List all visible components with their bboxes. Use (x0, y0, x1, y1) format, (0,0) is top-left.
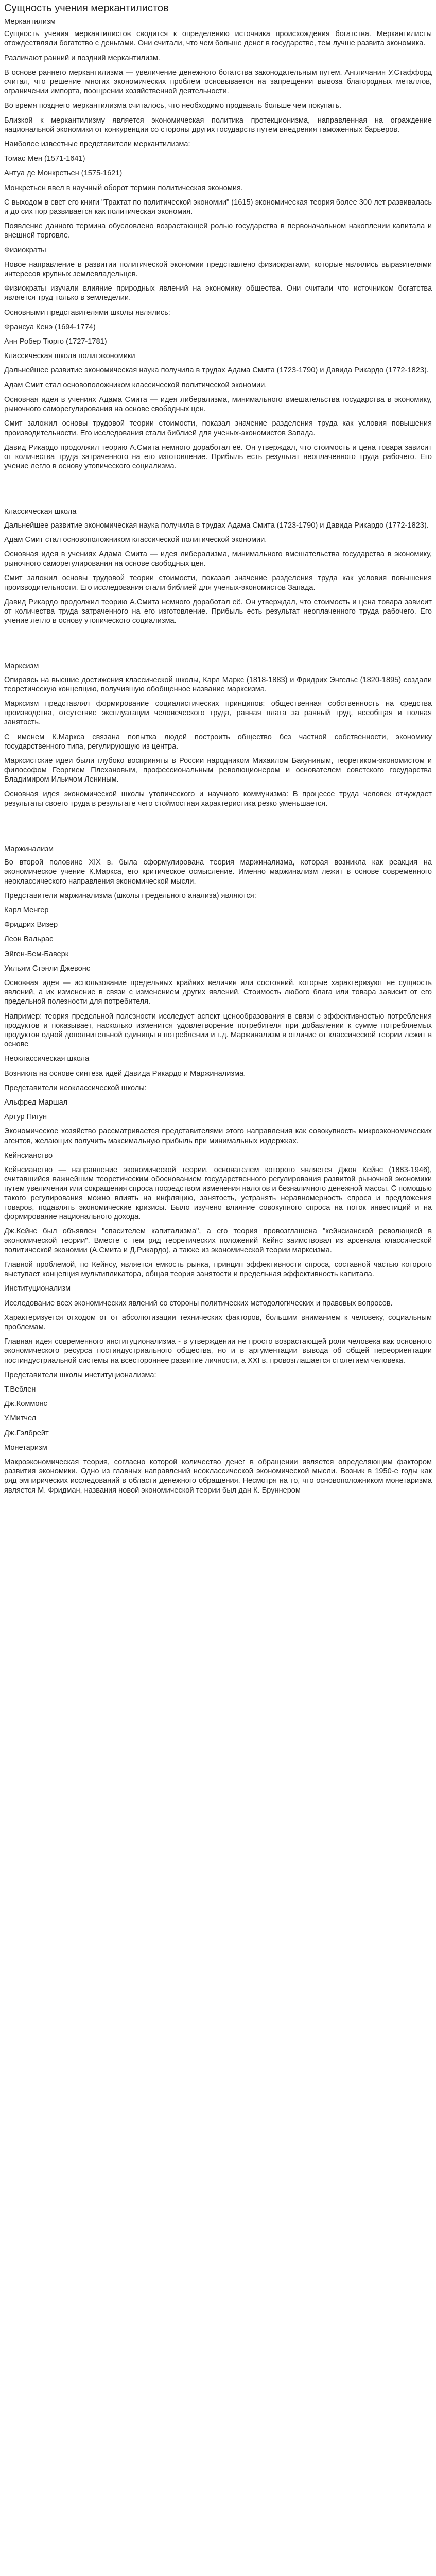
text-line: Уильям Стэнли Джевонс (4, 964, 91, 973)
paragraph: Дж.Кейнс был объявлен "спасителем капитализма", а его теория провозглашена "кейнсианской революцией в экономической теории". Вместе с тем ряд теоретических положений Кейнс заимствовал из арсенала классической политической экономии (А.Смита и Д.Рикардо), а также из экономической теории марксизма. (4, 1227, 432, 1255)
paragraph: Во второй половине XIX в. была сформулирована теория маржинализма, которая возникла как реакция на экономическое учение К.Маркса, его критическое осмысление. Именно маржинализм лежит в основе современного неоклассического направления экономической мысли. (4, 858, 432, 886)
paragraph: Основная идея — использование предельных крайних величин или состояний, которые характеризуют не сущность явлений, а их изменение в связи с изменением других явлений. Стоимость любого блага или товара зависит от его предельной полезности для потребителя. (4, 979, 432, 1006)
section-spacer (4, 476, 432, 487)
paragraph: Давид Рикардо продолжил теорию А.Смита немного доработал её. Он утверждал, что стоимость и цена товара зависит от количества труда затраченного на его изготовление. Прибыль есть результат неоплаченного труда рабочего. Его учение легло в основу утопического социализма. (4, 443, 432, 471)
section-spacer (4, 631, 432, 642)
text-line: Антуа де Монкретьен (1575-1621) (4, 169, 123, 178)
text-line: Артур Пигун (4, 1113, 47, 1122)
paragraph: В основе раннего меркантилизма — увеличение денежного богатства законодательным путем. Англичанин У.Стаффорд считал, что решение многих экономических проблем основывается на запрещении вывоза благородных металлов, ограничении импорта, поощрении хозяйственной деятельности. (4, 68, 432, 96)
text-line: Институционализм (4, 1284, 71, 1293)
text-line: Неоклассическая школа (4, 1055, 90, 1063)
paragraph: Сущность учения меркантилистов сводится к определению источника происхождения богатства. Меркантилисты отождествляли богатство с деньгами. Они считали, что чем больше денег в государстве, тем лучше развита экономика. (4, 30, 432, 48)
paragraph: Близкой к меркантилизму является экономическая политика протекционизма, направленная на ограждение национальной экономики от конкуренции со стороны других государств путем внедрения таможенных барьеров. (4, 116, 432, 134)
page-title: Сущность учения меркантилистов (4, 3, 169, 14)
paragraph: Характеризуется отходом от от абсолютизации технических факторов, большим вниманием к человеку, социальным проблемам. (4, 1313, 432, 1331)
paragraph: Физиократы изучали влияние природных явлений на экономику общества. Они считали что источником богатства является труд только в земледелии. (4, 284, 432, 302)
paragraph: С именем К.Маркса связана попытка людей построить общество без частной собственности, экономику государственного типа, регулирующую из центра. (4, 733, 432, 751)
text-line: Классическая школа политэкономики (4, 352, 135, 361)
paragraph: Смит заложил основы трудовой теории стоимости, показал значение разделения труда как условия повышения производительности. Его исследования стали библией для ученых-экономистов Запада. (4, 574, 432, 592)
text-line: Дж.Коммонс (4, 1400, 47, 1409)
paragraph: Главной проблемой, по Кейнсу, является емкость рынка, принцип эффективности спроса, составной частью которого выступает концепция мультипликатора, общая теория занятости и предельная эффективность капитала. (4, 1260, 432, 1279)
text-line: Т.Веблен (4, 1385, 36, 1394)
section-heading: Марксизм (4, 662, 39, 671)
paragraph: Дальнейшее развитие экономическая наука получила в трудах Адама Смита (1723-1790) и Давида Рикардо (1772-1823). (4, 366, 429, 375)
paragraph: Смит заложил основы трудовой теории стоимости, показал значение разделения труда как условия повышения производительности. Его исследования стали библией для ученых-экономистов Запада. (4, 419, 432, 437)
text-line: Во время позднего меркантилизма считалось, что необходимо продавать больше чем покупать. (4, 101, 342, 110)
text-line: Представители маржинализма (школы предельного анализа) являются: (4, 891, 256, 900)
paragraph: Основная идея в учениях Адама Смита — идея либерализма, минимального вмешательства государства в экономику, рыночного саморегулирования на основе свободных цен. (4, 395, 432, 414)
text-line: Кейнсианство (4, 1151, 53, 1160)
text-line: Фридрих Визер (4, 921, 58, 929)
paragraph: Новое направление в развитии политической экономии представлено физиократами, которые являлись выразителями интересов крупных землевладельцев. (4, 260, 432, 279)
text-line: Наиболее известные представители меркантилизма: (4, 140, 190, 149)
paragraph: Кейнсианство — направление экономической теории, основателем которого является Джон Кейнс (1883-1946), считавшийся важнейшим теоретическим обоснованием государственного регулирования развитой рыночной экономики путем увеличения или сокращения спроса посредством изменения налогов и безналичного денежной массы. С помощью такого регулирования можно влиять на инфляцию, занятость, устранять неравномерность спроса и предложения товаров, подавлять экономические кризисы. Было изучено влияние совокупного спроса на поток инвестиций и на формирование национального дохода. (4, 1166, 432, 1222)
text-line: Эйген-Бем-Баверк (4, 950, 69, 958)
paragraph: Появление данного термина обусловлено возрастающей ролью государства в первоначальном накоплении капитала и внешней торговле. (4, 222, 432, 240)
section-spacer (4, 814, 432, 825)
paragraph: Дальнейшее развитие экономическая наука получила в трудах Адама Смита (1723-1790) и Давида Рикардо (1772-1823). (4, 521, 429, 530)
text-line: Карл Менгер (4, 906, 49, 914)
text-line: Томас Мен (1571-1641) (4, 155, 85, 163)
paragraph: Главная идея современного институционализма - в утверждении не просто возрастающей роли человека как основного экономического ресурса постиндустриального общества, но и в аргументации вывода об общей переориентации постиндустриальной системы на всестороннее развитие личности, а XXI в. провозглашается столетием человека. (4, 1337, 432, 1365)
paragraph: Давид Рикардо продолжил теорию А.Смита немного доработал её. Он утверждал, что стоимость и цена товара зависит от количества труда затраченного на его изготовление. Прибыль есть результат неоплаченного труда рабочего. Его учение легло в основу утопического социализма. (4, 598, 432, 625)
text-line: Основными представителями школы являлись: (4, 308, 170, 317)
paragraph: Марксистские идеи были глубоко восприняты в России народником Михаилом Бакуниным, теоретиком-экономистом и философом Георгием Плехановым, профессиональным революционером и основателем советского государства Владимиром Ильичом Лениным. (4, 756, 432, 784)
text-line: Представители неоклассической школы: (4, 1083, 147, 1092)
paragraph: Опираясь на высшие достижения классической школы, Карл Маркс (1818-1883) и Фридрих Энгельс (1820-1895) создали теоретическую концепцию, получившую обобщенное название марксизма. (4, 675, 432, 693)
paragraph: Макроэкономическая теория, согласно которой количество денег в обращении является определяющим фактором развития экономики. Одно из главных направлений неоклассической экономической мысли. Возник в 1950-е годы как ряд эмпирических исследований в области денежного обращения. Несмотря на то, что основоположником монетаризма является М. Фридман, названия новой экономической теории был дан К. Бруннером (4, 1458, 432, 1495)
text-line: Монкретьен ввел в научный оборот термин политическая экономия. (4, 183, 243, 192)
paragraph: Основная идея в учениях Адама Смита — идея либерализма, минимального вмешательства государства в экономику, рыночного саморегулирования на основе свободных цен. (4, 550, 432, 568)
paragraph: Основная идея экономической школы утопического и научного коммунизма: В процессе труда человек отчуждает результаты своего труда в результате чего стоймостная характеристика резко уменьшается. (4, 790, 432, 808)
text-line: Альфред Маршал (4, 1098, 68, 1107)
text-line: Физиократы (4, 246, 46, 255)
section-heading: Классическая школа (4, 507, 77, 516)
paragraph: С выходом в свет его книги "Трактат по политической экономии" (1615) экономическая теория более 300 лет развивалась и до сих пор развивается как политическая экономия. (4, 198, 432, 216)
text-line: Адам Смит стал основоположником классической политической экономии. (4, 535, 267, 544)
article-body (4, 29, 432, 1495)
paragraph: Экономическое хозяйство рассматривается представителями этого направления как совокупность микроэкономических агентов, желающих получить максимальную прибыль при минимальных издержках. (4, 1127, 432, 1145)
text-line: У.Митчел (4, 1414, 37, 1423)
paragraph: Исследование всех экономических явлений со стороны политических методологических и правовых вопросов. (4, 1299, 393, 1308)
paragraph: Например: теория предельной полезности исследует аспект ценообразования в связи с эффективностью потребления продуктов и показывает, насколько изменится удовлетворение потребителя при добавлении к сумме потребляемых продуктов одной дополнительной единицы в потреблении и т.д. Маржинализм в отличие от классической теории лежит в основе (4, 1012, 432, 1049)
text-line: Различают ранний и поздний меркантилизм. (4, 54, 160, 62)
paragraph: Марксизм представлял формирование социалистических принципов: общественная собственность на средства производства, отсутствие эксплуатации человеческого труда, равная плата за равный труд, всеобщая и полная занятость. (4, 699, 432, 727)
section-heading: Маржинализм (4, 844, 54, 853)
text-line: Дж.Гэлбрейт (4, 1429, 49, 1437)
text-line: Анн Робер Тюрго (1727-1781) (4, 337, 107, 346)
text-line: Адам Смит стал основоположником классической политической экономии. (4, 381, 267, 389)
page-subtitle: Меркантилизм (4, 18, 56, 26)
text-line: Леон Вальрас (4, 935, 54, 944)
text-line: Представители школы институционализма: (4, 1370, 156, 1379)
text-line: Монетаризм (4, 1443, 47, 1452)
text-line: Возникла на основе синтеза идей Давида Рикардо и Маржинализма. (4, 1069, 246, 1078)
text-line: Франсуа Кенэ (1694-1774) (4, 323, 96, 331)
